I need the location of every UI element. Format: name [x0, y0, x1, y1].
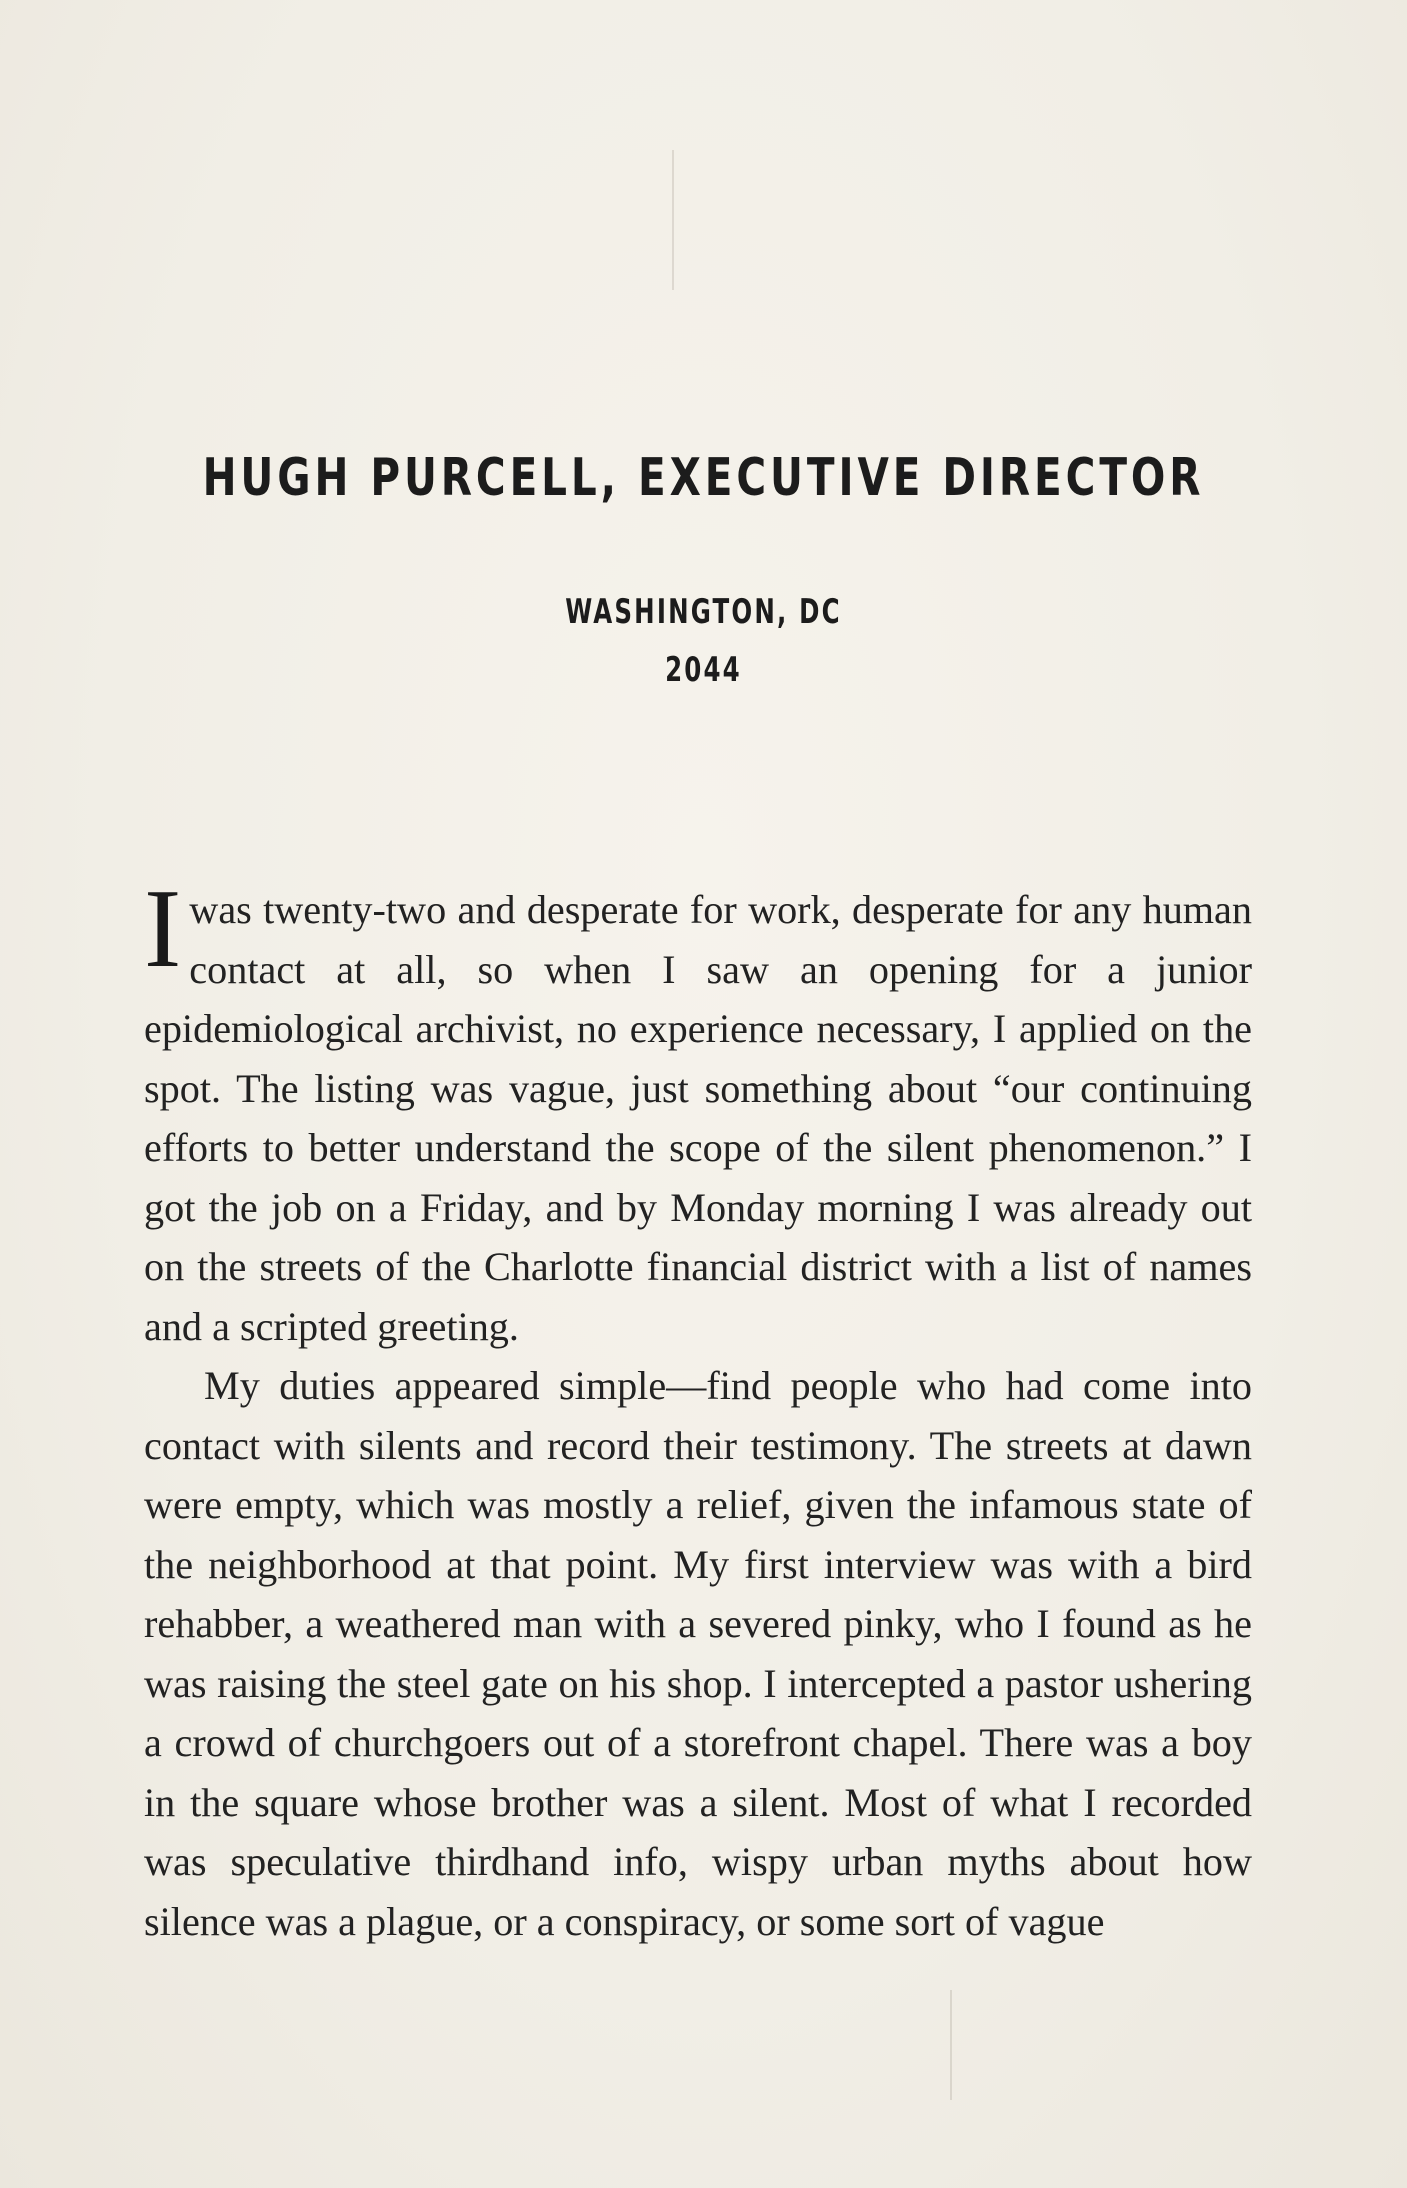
paragraph-1-text: was twenty-two and desperate for work, desperate for any human contact at all, so when I saw an opening for a junior epidemiological archivist, no experience necessary, I applied on the spot. The listing was vague, just something about “our continuing efforts to better understand the scope of the silent phenomenon.” I got the job on a Friday, and by Monday morning I was already out on the streets of the Charlotte financial district with a list of names and a scripted greeting. [144, 887, 1252, 1349]
body-text [144, 867, 1252, 1951]
page-crease-bottom [950, 1990, 952, 2100]
page-crease-top [672, 150, 674, 290]
paragraph-1 [144, 867, 1252, 1356]
drop-cap: I [144, 867, 182, 991]
chapter-location: WASHINGTON, DC [565, 592, 842, 632]
chapter-year: 2044 [665, 650, 742, 690]
chapter-title: HUGH PURCELL, EXECUTIVE DIRECTOR [202, 448, 1205, 508]
paragraph-2: My duties appeared simple—find people who had come into contact with silents and record their testimony. The streets at dawn were empty, which was mostly a relief, given the infamous state of the neighborhood at that point. My first interview was with a bird rehabber, a weathered man with a severed pinky, who I found as he was raising the steel gate on his shop. I intercepted a pastor ushering a crowd of churchgoers out of a storefront chapel. There was a boy in the square whose brother was a silent. Most of what I recorded was speculative thirdhand info, wispy urban myths about how silence was a plague, or a conspiracy, or some sort of vague [144, 1363, 1252, 1944]
